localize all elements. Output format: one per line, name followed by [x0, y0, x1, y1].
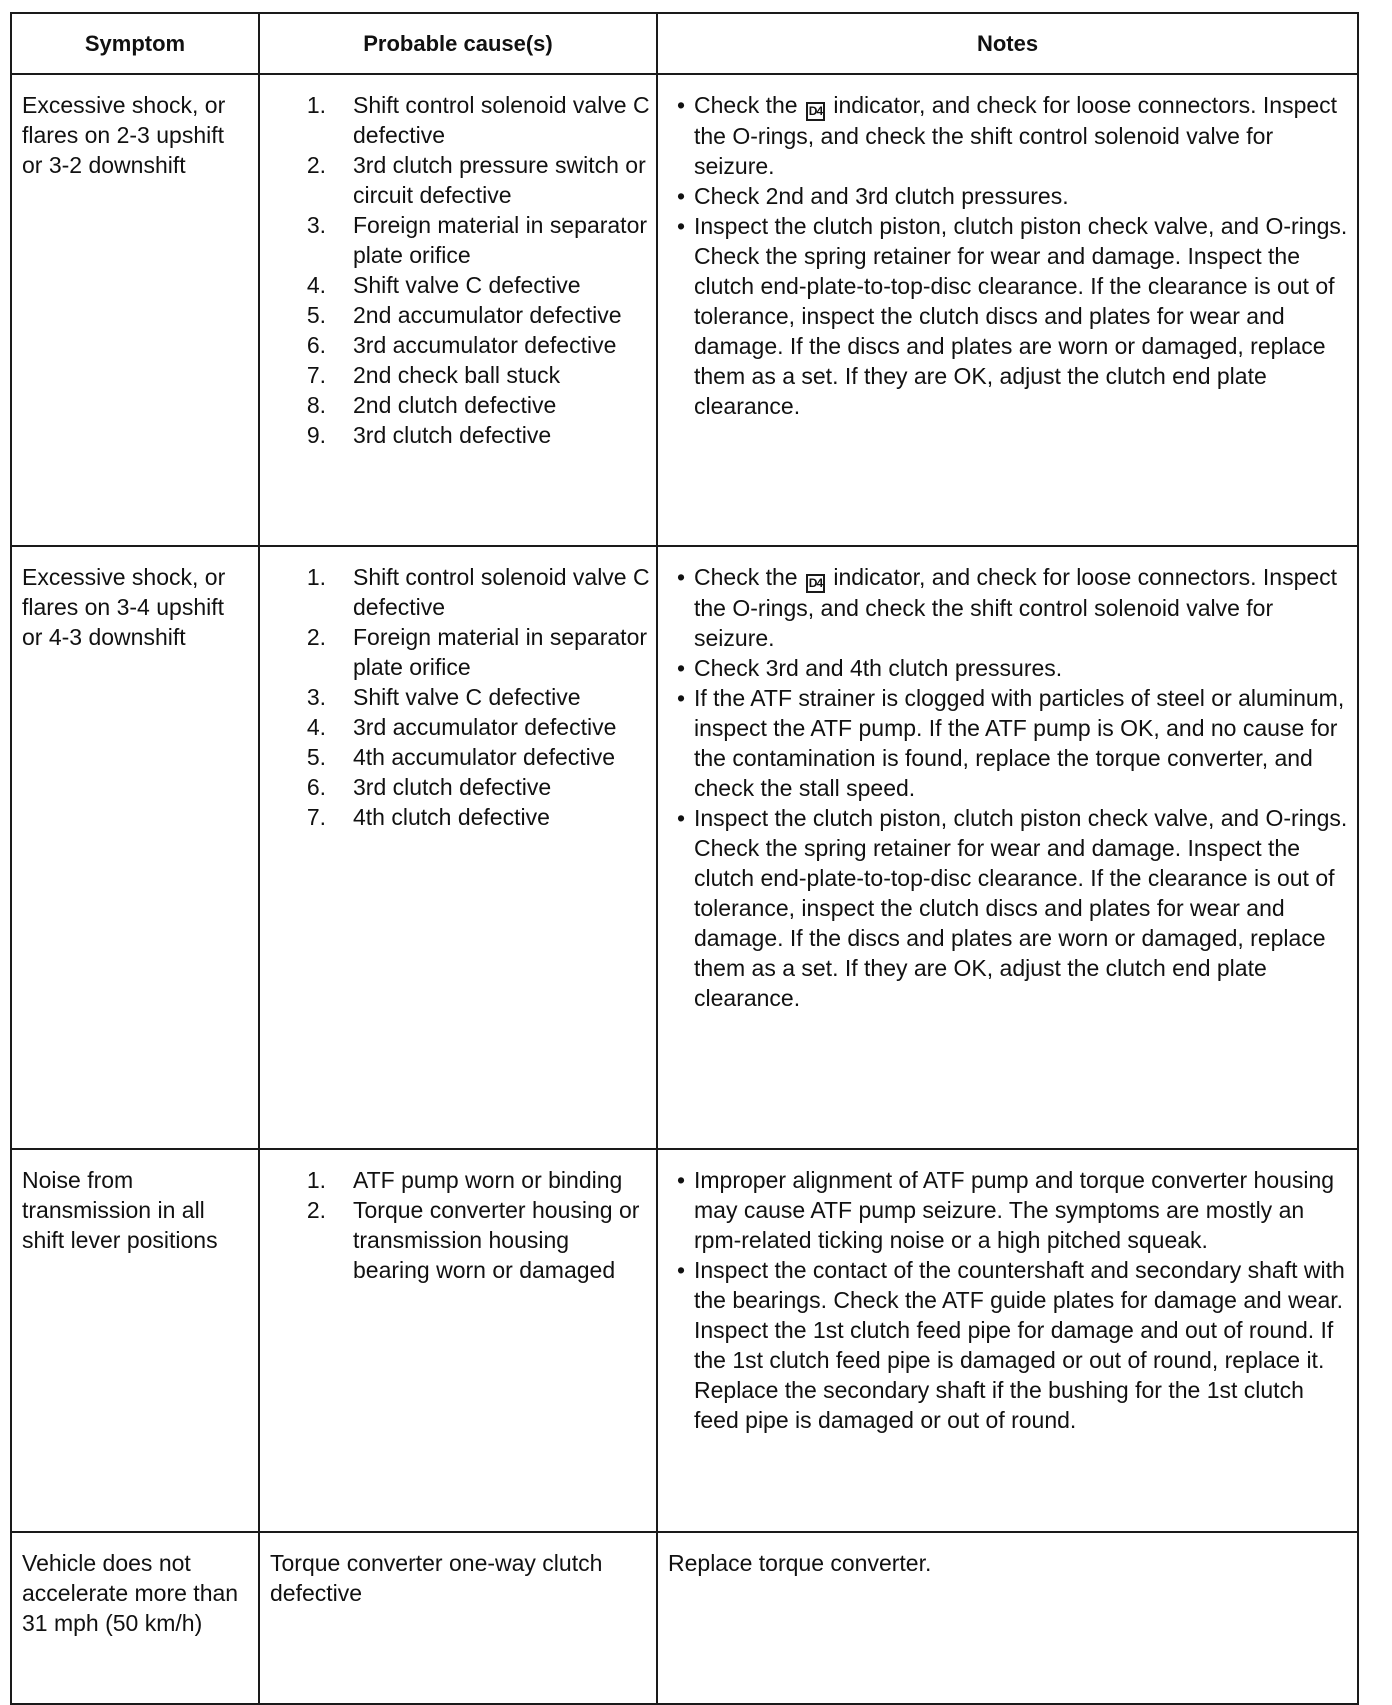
item-text: 3rd clutch pressure switch or circuit defective	[353, 152, 646, 208]
list-item	[668, 803, 1349, 1013]
item-number: 3.	[306, 212, 326, 238]
symptom-cell: Noise from transmission in all shift lever positions	[11, 1149, 259, 1532]
item-text: Check 3rd and 4th clutch pressures.	[694, 655, 1063, 681]
item-number: 9.	[306, 422, 326, 448]
table-row	[11, 74, 1358, 546]
item-number: 6.	[306, 332, 326, 358]
causes-cell	[259, 1149, 657, 1532]
item-number: 1.	[306, 1167, 326, 1193]
notes-cell	[657, 546, 1358, 1149]
item-text: 2nd clutch defective	[353, 392, 557, 418]
item-number: 7.	[306, 362, 326, 388]
d4-indicator-icon: D4	[806, 574, 825, 593]
item-number: 5.	[306, 744, 326, 770]
item-text: Shift control solenoid valve C defective	[353, 564, 650, 620]
list-item	[270, 390, 650, 420]
item-text: Check 2nd and 3rd clutch pressures.	[694, 183, 1069, 209]
note-text-pre: Check the	[694, 92, 798, 118]
item-number: 7.	[306, 804, 326, 830]
item-text: 2nd accumulator defective	[353, 302, 622, 328]
item-number: 5.	[306, 302, 326, 328]
item-text: Shift control solenoid valve C defective	[353, 92, 650, 148]
list-item	[668, 653, 1349, 683]
list-item	[270, 360, 650, 390]
item-text	[694, 562, 1349, 653]
item-text: Foreign material in separator plate orifice	[353, 212, 648, 268]
item-number: 8.	[306, 392, 326, 418]
header-symptom: Symptom	[11, 13, 259, 74]
list-item	[668, 683, 1349, 803]
list-item	[668, 181, 1349, 211]
item-number: 2.	[306, 1197, 326, 1223]
causes-cell	[259, 546, 657, 1149]
list-item	[270, 682, 650, 712]
list-item	[270, 420, 650, 450]
list-item	[668, 1255, 1349, 1435]
bullet-icon: •	[676, 805, 686, 831]
table-row	[11, 1532, 1358, 1704]
item-text: ATF pump worn or binding	[353, 1167, 623, 1193]
item-text: 2nd check ball stuck	[353, 362, 561, 388]
item-number: 2.	[306, 152, 326, 178]
item-number: 2.	[306, 624, 326, 650]
list-item	[270, 330, 650, 360]
item-text: 3rd accumulator defective	[353, 714, 617, 740]
cause-list	[270, 1165, 650, 1285]
item-text: 4th accumulator defective	[353, 744, 616, 770]
symptom-cell: Vehicle does not accelerate more than 31 mph (50 km/h)	[11, 1532, 259, 1704]
note-text-post: indicator, and check for loose connectors. Inspect the O-rings, and check the shift control solenoid valve for seizure.	[694, 564, 1338, 651]
list-item	[668, 1165, 1349, 1255]
item-text: 3rd clutch defective	[353, 774, 552, 800]
notes-cell: Replace torque converter.	[657, 1532, 1358, 1704]
note-text-post: indicator, and check for loose connectors. Inspect the O-rings, and check the shift control solenoid valve for seizure.	[694, 92, 1338, 179]
item-text: Inspect the contact of the countershaft and secondary shaft with the bearings. Check the ATF guide plates for damage and wear. Inspect the 1st clutch feed pipe for damage and out of round. If the 1st clutch feed pipe is damaged or out of round, replace it. Replace the secondary shaft if the bushing for the 1st clutch feed pipe is damaged or out of round.	[694, 1257, 1345, 1433]
list-item	[270, 622, 650, 682]
table-row	[11, 1149, 1358, 1532]
note-list	[668, 1165, 1349, 1435]
item-text: 4th clutch defective	[353, 804, 550, 830]
list-item	[668, 211, 1349, 421]
list-item	[270, 150, 650, 210]
bullet-icon: •	[676, 685, 686, 711]
header-row	[11, 13, 1358, 74]
bullet-icon: •	[676, 213, 686, 239]
list-item	[270, 90, 650, 150]
cause-list	[270, 90, 650, 450]
list-item	[270, 1195, 650, 1285]
troubleshooting-table	[10, 12, 1359, 1705]
item-number: 6.	[306, 774, 326, 800]
symptom-cell: Excessive shock, or flares on 2-3 upshift or 3-2 downshift	[11, 74, 259, 546]
item-text: Improper alignment of ATF pump and torque converter housing may cause ATF pump seizure. The symptoms are mostly an rpm-related ticking noise or a high pitched squeak.	[694, 1167, 1335, 1253]
item-text: Foreign material in separator plate orifice	[353, 624, 648, 680]
bullet-icon: •	[676, 564, 686, 590]
table-row	[11, 546, 1358, 1149]
bullet-icon: •	[676, 1257, 686, 1283]
bullet-icon: •	[676, 92, 686, 118]
list-item	[668, 562, 1349, 653]
item-number: 3.	[306, 684, 326, 710]
header-notes: Notes	[657, 13, 1358, 74]
item-text: Torque converter housing or transmission housing bearing worn or damaged	[353, 1197, 640, 1283]
list-item	[270, 802, 650, 832]
item-number: 1.	[306, 564, 326, 590]
list-item	[270, 562, 650, 622]
item-number: 1.	[306, 92, 326, 118]
d4-indicator-icon: D4	[806, 102, 825, 121]
list-item	[270, 772, 650, 802]
note-list	[668, 90, 1349, 421]
item-text: If the ATF strainer is clogged with particles of steel or aluminum, inspect the ATF pump. If the ATF pump is OK, and no cause for the contamination is found, replace the torque converter, and check the stall speed.	[694, 685, 1345, 801]
notes-cell	[657, 74, 1358, 546]
list-item	[270, 1165, 650, 1195]
note-text-pre: Check the	[694, 564, 798, 590]
list-item	[668, 90, 1349, 181]
item-text: 3rd accumulator defective	[353, 332, 617, 358]
list-item	[270, 270, 650, 300]
symptom-cell: Excessive shock, or flares on 3-4 upshift or 4-3 downshift	[11, 546, 259, 1149]
bullet-icon: •	[676, 183, 686, 209]
note-list	[668, 562, 1349, 1013]
item-number: 4.	[306, 714, 326, 740]
list-item	[270, 300, 650, 330]
cause-list	[270, 562, 650, 832]
causes-cell: Torque converter one-way clutch defective	[259, 1532, 657, 1704]
item-text: Inspect the clutch piston, clutch piston check valve, and O-rings. Check the spring retainer for wear and damage. Inspect the clutch end-plate-to-top-disc clearance. If the clearance is out of tolerance, inspect the clutch discs and plates for wear and damage. If the discs and plates are worn or damaged, replace them as a set. If they are OK, adjust the clutch end plate clearance.	[694, 213, 1348, 419]
notes-cell	[657, 1149, 1358, 1532]
list-item	[270, 742, 650, 772]
list-item	[270, 210, 650, 270]
bullet-icon: •	[676, 655, 686, 681]
item-text: Shift valve C defective	[353, 272, 581, 298]
bullet-icon: •	[676, 1167, 686, 1193]
causes-cell	[259, 74, 657, 546]
list-item	[270, 712, 650, 742]
header-probable-causes: Probable cause(s)	[259, 13, 657, 74]
item-text: Shift valve C defective	[353, 684, 581, 710]
item-text	[694, 90, 1349, 181]
item-text: 3rd clutch defective	[353, 422, 552, 448]
item-text: Inspect the clutch piston, clutch piston check valve, and O-rings. Check the spring retainer for wear and damage. Inspect the clutch end-plate-to-top-disc clearance. If the clearance is out of tolerance, inspect the clutch discs and plates for wear and damage. If the discs and plates are worn or damaged, replace them as a set. If they are OK, adjust the clutch end plate clearance.	[694, 805, 1348, 1011]
item-number: 4.	[306, 272, 326, 298]
